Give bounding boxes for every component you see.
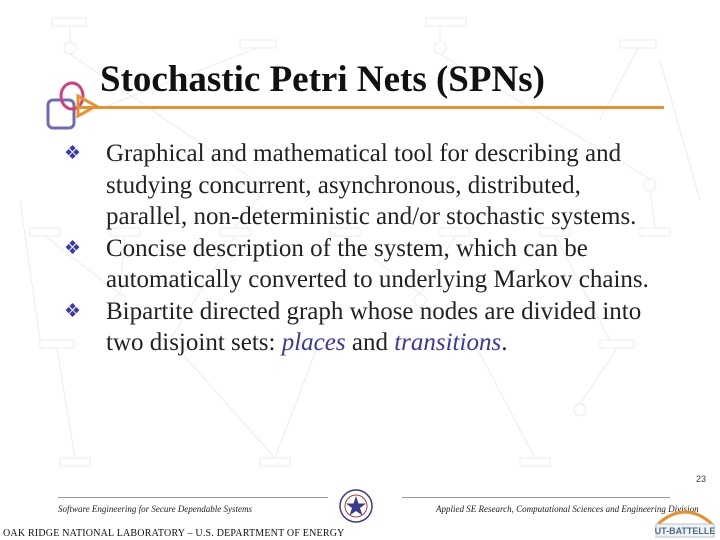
lab-name: OAK RIDGE NATIONAL LABORATORY – U.S. DEPARTMENT OF ENERGY [3, 528, 345, 539]
footer-division: Applied SE Research, Computational Sciences and Engineering Division [436, 504, 699, 514]
department-seal-icon [338, 488, 374, 524]
bullet-text: Graphical and mathematical tool for describing and studying concurrent, asynchronous, distributed, parallel, non-deterministic and/or stochastic systems. [106, 140, 637, 230]
bullet-item [64, 138, 684, 233]
term-transitions: transitions [394, 329, 502, 356]
bullet-item [64, 233, 684, 296]
diamond-clover-icon: ❖ [64, 143, 82, 164]
bullet-text-mid: and [345, 329, 395, 356]
footer-divider-left [58, 497, 328, 498]
diamond-clover-icon: ❖ [64, 237, 82, 259]
bullet-text [106, 296, 666, 359]
ut-logo-text: UT-BATTELLE [654, 526, 716, 536]
page-number: 23 [696, 474, 707, 484]
footer-course-title: Software Engineering for Secure Dependable Systems [58, 504, 253, 514]
ut-battelle-logo [652, 498, 718, 540]
slide-title: Stochastic Petri Nets (SPNs) [100, 59, 545, 100]
footer-divider-right [402, 497, 670, 498]
title-underline [78, 106, 664, 109]
term-places: places [281, 329, 346, 356]
bullet-list [64, 138, 684, 359]
bullet-text-pre: Bipartite directed graph whose nodes are divided into two disjoint sets: [106, 297, 642, 356]
bullet-text: Concise description of the system, which can be automatically converted to underlying Markov chains. [106, 234, 649, 293]
bullet-item [64, 296, 684, 359]
bullet-text-post: . [501, 329, 508, 356]
diamond-clover-icon: ❖ [64, 300, 82, 322]
